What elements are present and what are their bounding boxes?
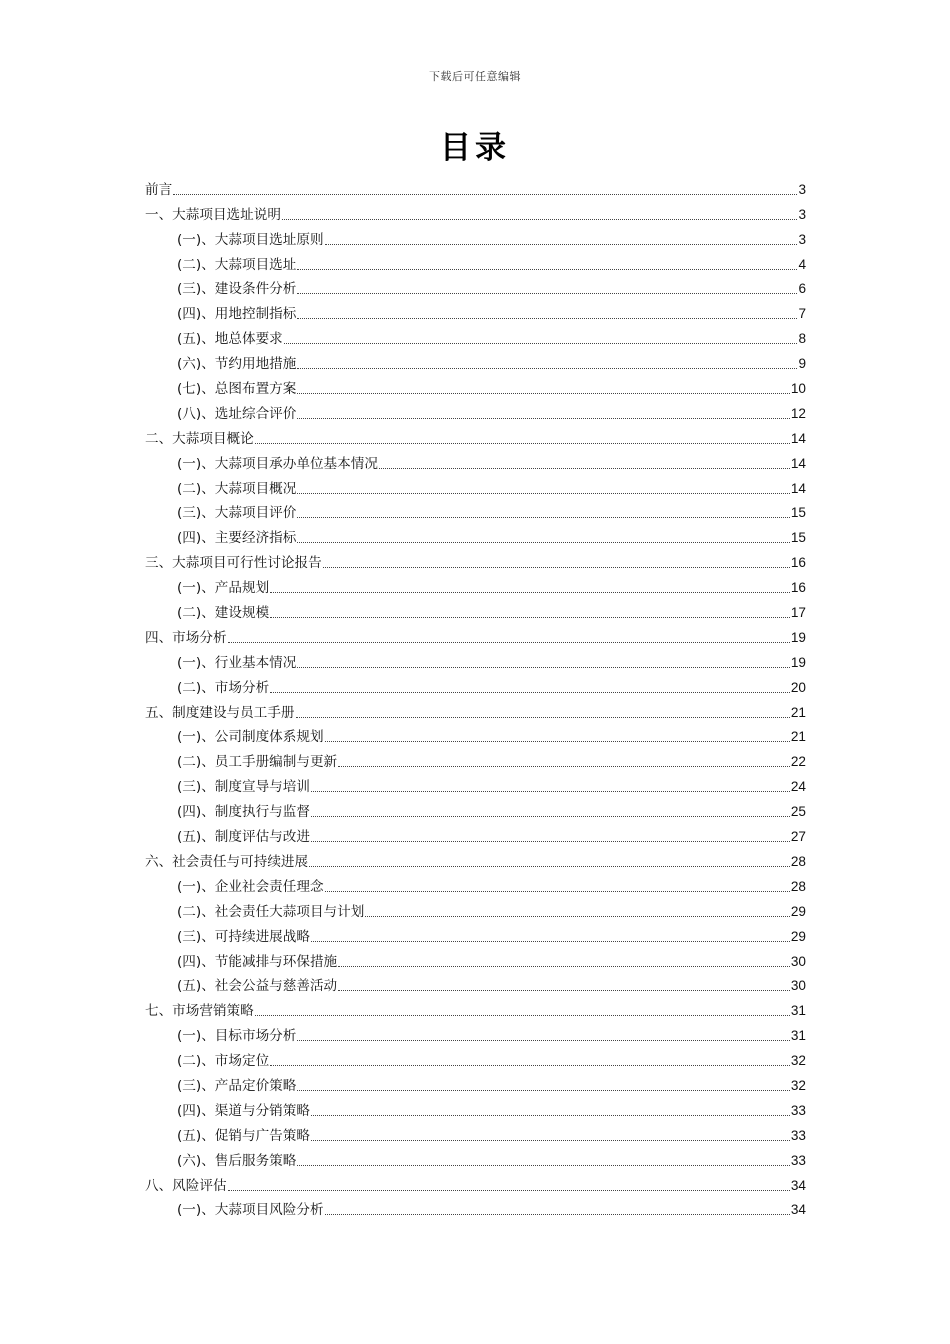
toc-entry-title: (一)、大蒜项目风险分析: [177, 1202, 324, 1219]
toc-entry[interactable]: [145, 698, 806, 723]
toc-entry[interactable]: [145, 499, 806, 524]
toc-entry[interactable]: [145, 225, 806, 250]
toc-entry-title: 一、大蒜项目选址说明: [145, 206, 281, 223]
dot-leader: [297, 667, 790, 668]
toc-entry[interactable]: [145, 872, 806, 897]
toc-page-number: 34: [790, 1177, 806, 1193]
toc-page-number: 17: [790, 605, 806, 621]
toc-page-number: 14: [790, 455, 806, 471]
toc-entry-title: (三)、制度宣导与培训: [177, 779, 310, 796]
dot-leader: [297, 318, 797, 319]
toc-page-number: 33: [790, 1102, 806, 1118]
dot-leader: [338, 766, 790, 767]
dot-leader: [228, 642, 790, 643]
toc-entry-title: 二、大蒜项目概论: [145, 430, 254, 447]
toc-entry-title: (二)、市场分析: [177, 679, 270, 696]
toc-page-number: 33: [790, 1152, 806, 1168]
toc-entry-title: 三、大蒜项目可行性讨论报告: [145, 555, 322, 572]
dot-leader: [323, 567, 790, 568]
dot-leader: [297, 517, 790, 518]
toc-entry-title: (四)、主要经济指标: [177, 530, 297, 547]
toc-page-number: 6: [798, 281, 806, 297]
toc-page-number: 4: [798, 256, 806, 272]
toc-entry[interactable]: [145, 747, 806, 772]
toc-page-number: 30: [790, 978, 806, 994]
dot-leader: [297, 293, 797, 294]
toc-page-number: 25: [790, 804, 806, 820]
dot-leader: [311, 1115, 790, 1116]
toc-entry-title: (一)、目标市场分析: [177, 1028, 297, 1045]
toc-entry-title: (一)、企业社会责任理念: [177, 878, 324, 895]
toc-page-number: 28: [790, 853, 806, 869]
toc-entry[interactable]: [145, 972, 806, 997]
toc-entry[interactable]: [145, 474, 806, 499]
dot-leader: [297, 1090, 790, 1091]
toc-page-number: 24: [790, 779, 806, 795]
toc-entry[interactable]: [145, 1046, 806, 1071]
toc-page-number: 34: [790, 1202, 806, 1218]
toc-entry-title: (二)、社会责任大蒜项目与计划: [177, 903, 365, 920]
dot-leader: [311, 816, 790, 817]
toc-entry[interactable]: [145, 947, 806, 972]
toc-entry-title: (三)、可持续进展战略: [177, 928, 310, 945]
dot-leader: [228, 1190, 790, 1191]
dot-leader: [173, 194, 797, 195]
toc-entry[interactable]: [145, 822, 806, 847]
toc-page-number: 10: [790, 381, 806, 397]
toc-page-number: 16: [790, 580, 806, 596]
toc-entry-title: (一)、公司制度体系规划: [177, 729, 324, 746]
dot-leader: [311, 1140, 790, 1141]
toc-page-number: 19: [790, 629, 806, 645]
dot-leader: [282, 219, 798, 220]
dot-leader: [270, 617, 790, 618]
dot-leader: [311, 841, 790, 842]
toc-entry[interactable]: [145, 250, 806, 275]
toc-entry[interactable]: [145, 573, 806, 598]
toc-entry[interactable]: [145, 673, 806, 698]
dot-leader: [255, 443, 790, 444]
toc-entry-title: (五)、促销与广告策略: [177, 1127, 310, 1144]
toc-entry[interactable]: [145, 449, 806, 474]
toc-entry-title: (五)、社会公益与慈善活动: [177, 978, 338, 995]
toc-entry-title: (二)、建设规模: [177, 605, 270, 622]
toc-entry-title: (一)、产品规划: [177, 580, 270, 597]
toc-entry-title: (七)、总图布置方案: [177, 381, 297, 398]
toc-page-number: 15: [790, 505, 806, 521]
toc-entry[interactable]: [145, 275, 806, 300]
toc-entry-title: (一)、大蒜项目选址原则: [177, 231, 324, 248]
toc-entry-title: 四、市场分析: [145, 629, 227, 646]
toc-page-number: 30: [790, 953, 806, 969]
dot-leader: [338, 990, 790, 991]
dot-leader: [270, 1065, 790, 1066]
dot-leader: [255, 1015, 790, 1016]
dot-leader: [297, 542, 790, 543]
toc-page-number: 20: [790, 679, 806, 695]
toc-entry[interactable]: [145, 324, 806, 349]
toc-page-number: 14: [790, 430, 806, 446]
toc-page-number: 3: [798, 206, 806, 222]
dot-leader: [325, 1214, 790, 1215]
toc-entry-title: (二)、市场定位: [177, 1053, 270, 1070]
toc-entry[interactable]: [145, 1096, 806, 1121]
toc-page-number: 29: [790, 928, 806, 944]
dot-leader: [325, 741, 790, 742]
dot-leader: [270, 692, 790, 693]
dot-leader: [297, 493, 790, 494]
toc-page-number: 7: [798, 306, 806, 322]
dot-leader: [284, 343, 798, 344]
toc-entry[interactable]: [145, 399, 806, 424]
toc-entry-title: (五)、地总体要求: [177, 331, 283, 348]
toc-entry[interactable]: [145, 424, 806, 449]
toc-page-number: 3: [798, 181, 806, 197]
toc-page-number: 31: [790, 1003, 806, 1019]
table-of-contents: [145, 175, 806, 1220]
toc-page-number: 16: [790, 555, 806, 571]
dot-leader: [365, 916, 790, 917]
toc-entry[interactable]: [145, 374, 806, 399]
toc-entry-title: (四)、节能减排与环保措施: [177, 953, 338, 970]
toc-page-number: 28: [790, 878, 806, 894]
toc-page-number: 12: [790, 405, 806, 421]
toc-entry[interactable]: [145, 1146, 806, 1171]
toc-entry-title: (四)、制度执行与监督: [177, 804, 310, 821]
dot-leader: [379, 468, 790, 469]
toc-page-number: 22: [790, 754, 806, 770]
dot-leader: [311, 791, 790, 792]
dot-leader: [325, 244, 798, 245]
dot-leader: [297, 269, 797, 270]
dot-leader: [297, 393, 790, 394]
toc-entry-title: (六)、售后服务策略: [177, 1152, 297, 1169]
dot-leader: [297, 1040, 790, 1041]
toc-entry-title: (三)、产品定价策略: [177, 1077, 297, 1094]
toc-entry-title: 八、风险评估: [145, 1177, 227, 1194]
toc-page-number: 15: [790, 530, 806, 546]
toc-entry[interactable]: [145, 772, 806, 797]
toc-entry[interactable]: [145, 797, 806, 822]
toc-entry[interactable]: [145, 200, 806, 225]
dot-leader: [270, 592, 790, 593]
toc-entry-title: (二)、大蒜项目概况: [177, 480, 297, 497]
toc-entry-title: (八)、选址综合评价: [177, 405, 297, 422]
toc-entry[interactable]: [145, 723, 806, 748]
toc-page-number: 32: [790, 1077, 806, 1093]
toc-entry[interactable]: [145, 299, 806, 324]
toc-page-number: 31: [790, 1028, 806, 1044]
dot-leader: [311, 941, 790, 942]
toc-entry-title: 七、市场营销策略: [145, 1003, 254, 1020]
page-header-note: 下载后可任意编辑: [429, 70, 521, 83]
toc-entry-title: (三)、大蒜项目评价: [177, 505, 297, 522]
toc-entry-title: 六、社会责任与可持续进展: [145, 853, 309, 870]
dot-leader: [325, 891, 790, 892]
dot-leader: [309, 866, 790, 867]
dot-leader: [338, 966, 790, 967]
dot-leader: [297, 1165, 790, 1166]
toc-entry-title: 五、制度建设与员工手册: [145, 704, 295, 721]
toc-entry-title: (四)、用地控制指标: [177, 306, 297, 323]
toc-entry-title: (一)、行业基本情况: [177, 654, 297, 671]
toc-entry-title: (四)、渠道与分销策略: [177, 1102, 310, 1119]
toc-entry[interactable]: [145, 548, 806, 573]
toc-entry[interactable]: [145, 1121, 806, 1146]
toc-entry[interactable]: [145, 523, 806, 548]
toc-page-number: 19: [790, 654, 806, 670]
toc-entry[interactable]: [145, 847, 806, 872]
toc-entry-title: (三)、建设条件分析: [177, 281, 297, 298]
toc-page-number: 21: [790, 729, 806, 745]
toc-entry[interactable]: [145, 648, 806, 673]
toc-entry[interactable]: [145, 175, 806, 200]
toc-page-number: 33: [790, 1127, 806, 1143]
dot-leader: [296, 717, 790, 718]
toc-entry[interactable]: [145, 996, 806, 1021]
toc-page-number: 27: [790, 829, 806, 845]
toc-entry-title: (五)、制度评估与改进: [177, 829, 310, 846]
toc-page-number: 3: [798, 231, 806, 247]
toc-entry[interactable]: [145, 349, 806, 374]
toc-entry[interactable]: [145, 1071, 806, 1096]
toc-entry[interactable]: [145, 922, 806, 947]
toc-entry[interactable]: [145, 623, 806, 648]
toc-entry[interactable]: [145, 897, 806, 922]
toc-entry[interactable]: [145, 1171, 806, 1196]
toc-entry-title: (二)、员工手册编制与更新: [177, 754, 338, 771]
toc-entry-title: 前言: [145, 181, 173, 198]
toc-entry[interactable]: [145, 1196, 806, 1221]
toc-title: 目录: [440, 130, 510, 166]
toc-page-number: 9: [798, 356, 806, 372]
toc-entry-title: (一)、大蒜项目承办单位基本情况: [177, 455, 378, 472]
toc-page-number: 29: [790, 903, 806, 919]
toc-entry-title: (六)、节约用地措施: [177, 356, 297, 373]
dot-leader: [297, 418, 790, 419]
dot-leader: [297, 368, 797, 369]
toc-page-number: 32: [790, 1053, 806, 1069]
toc-entry[interactable]: [145, 1021, 806, 1046]
toc-page-number: 8: [798, 331, 806, 347]
toc-entry[interactable]: [145, 598, 806, 623]
toc-page-number: 21: [790, 704, 806, 720]
toc-page-number: 14: [790, 480, 806, 496]
toc-entry-title: (二)、大蒜项目选址: [177, 256, 297, 273]
